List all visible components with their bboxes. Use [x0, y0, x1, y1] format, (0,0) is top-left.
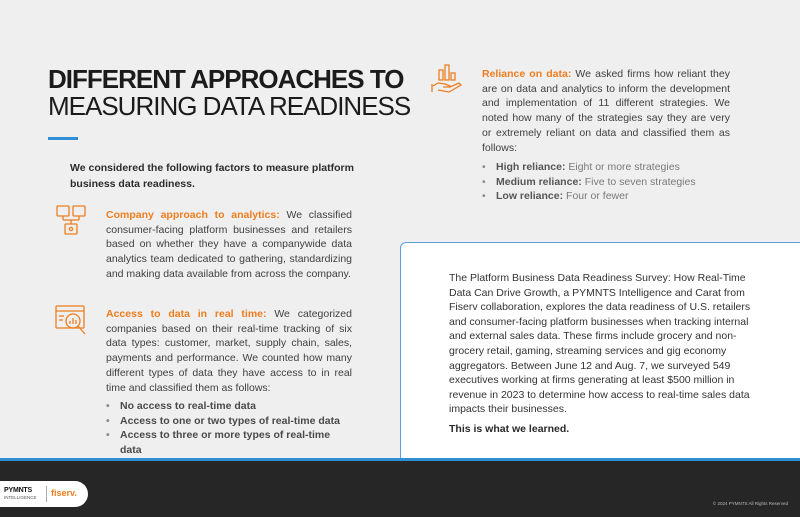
reliance-label: High reliance:: [496, 161, 566, 174]
reliance-detail: Four or fewer: [563, 190, 629, 203]
list-item: • No access to real-time data: [106, 399, 352, 414]
fiserv-logo-text: fiserv.: [51, 488, 77, 498]
survey-methodology-card: [400, 242, 800, 468]
reliance-label: Medium reliance:: [496, 175, 582, 188]
realtime-access-block: [106, 307, 352, 458]
pymnts-logo-text: PYMNTS: [4, 487, 32, 494]
list-item: [482, 189, 730, 204]
company-approach-block: [106, 208, 352, 282]
footer: [0, 461, 800, 517]
realtime-access-heading: Access to data in real time:: [106, 308, 267, 320]
list-item: • Access to three or more types of real-time data: [106, 428, 352, 457]
reliance-body: We asked firms how reliant they are on data and analytics to inform the development and implementation of 11 different strategies. We noted how many of the strategies say they are very or extremely reliant on data and classified them as follows:: [482, 68, 730, 154]
realtime-access-body: We categorized companies based on their real-time tracking of six data types: customer, market, supply chain, sales, payments and performance. We counted how many different types of data they have access to in real time and classified them as follows:: [106, 308, 352, 394]
logo-divider: [46, 486, 47, 502]
list-item: • Access to one or two types of real-time data: [106, 414, 352, 429]
org-chart-icon: [54, 203, 88, 237]
intelligence-logo-text: INTELLIGENCE: [4, 495, 37, 500]
company-approach-heading: Company approach to analytics:: [106, 209, 280, 221]
page-title: [48, 66, 410, 120]
reliance-detail: Five to seven strategies: [581, 175, 696, 188]
company-approach-body: We classified consumer-facing platform businesses and retailers based on whether they have a companywide data analytics team dedicated to gathering, standardizing and making data available from across the company.: [106, 209, 352, 280]
intro-text: We considered the following factors to measure platform business data readiness.: [70, 162, 354, 190]
brand-logo: [0, 481, 88, 507]
reliance-detail: Eight or more strategies: [565, 161, 680, 174]
reliance-block: [482, 67, 730, 204]
reliance-list: [482, 160, 730, 204]
list-item: [482, 175, 730, 190]
survey-methodology-text: The Platform Business Data Readiness Survey: How Real-Time Data Can Drive Growth, a PYMNTS Intelligence and Carat from Fiserv collaboration, explores the data readiness of U.S. retailers and consumer-facing platform businesses when tracking internal and external sales data. These firms include grocery and non-grocery retail, gaming, streaming services and gig economy aggregators. Between June 12 and Aug. 7, we surveyed 549 executives working at firms generating at least $500 million in revenue in 2023 to determine how access to real-time sales data impacts their businesses.: [449, 272, 751, 416]
closing-statement: This is what we learned.: [449, 423, 570, 435]
title-underline: [48, 137, 78, 140]
list-item: [482, 160, 730, 175]
realtime-access-list: [106, 399, 352, 457]
page-title-line-1: DIFFERENT APPROACHES TO: [48, 64, 404, 94]
magnifier-chart-icon: [54, 303, 88, 337]
page-title-line-2: MEASURING DATA READINESS: [48, 91, 411, 121]
hand-bars-icon: [430, 62, 464, 96]
reliance-heading: Reliance on data:: [482, 68, 572, 80]
copyright-text: © 2024 PYMNTS All Rights Reserved: [712, 501, 788, 506]
reliance-label: Low reliance:: [496, 190, 564, 203]
